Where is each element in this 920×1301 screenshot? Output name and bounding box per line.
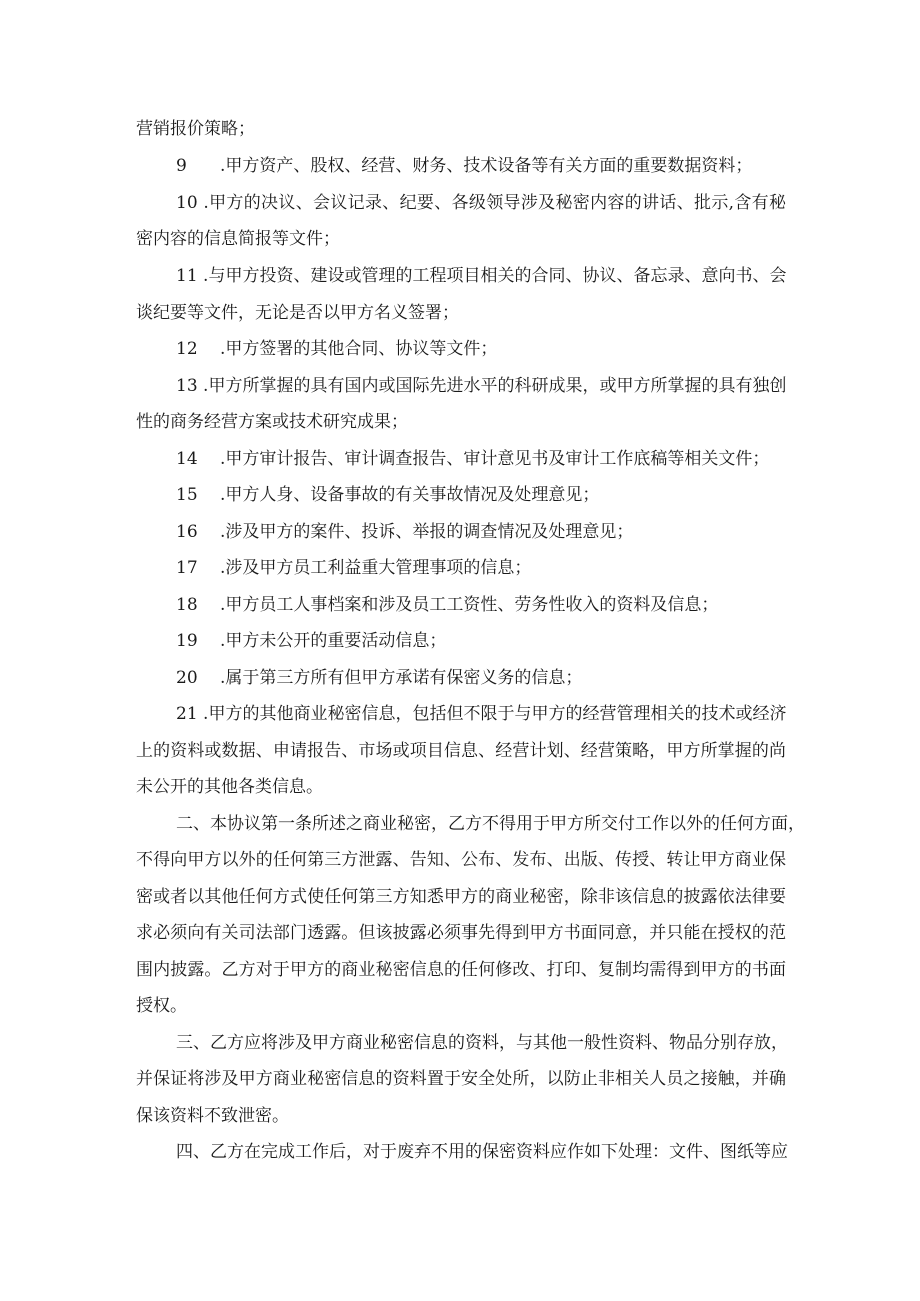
- list-item-16: 16 .涉及甲方的案件、投诉、举报的调查情况及处理意见；: [176, 522, 634, 542]
- text-line: 未公开的其他各类信息。: [136, 777, 323, 797]
- list-item-13: 13 .甲方所掌握的具有国内或国际先进水平的科研成果，或甲方所掌握的具有独创: [176, 376, 787, 396]
- list-item-10: 10 .甲方的决议、会议记录、纪要、各级领导涉及秘密内容的讲话、批示,含有秘: [176, 193, 787, 213]
- text-line: 性的商务经营方案或技术研究成果；: [136, 412, 408, 432]
- paragraph-3-line: 三、乙方应将涉及甲方商业秘密信息的资料，与其他一般性资料、物品分别存放，: [176, 1033, 788, 1053]
- item-number: 18: [176, 595, 198, 615]
- item-number: 9: [176, 156, 187, 176]
- item-number: 11: [176, 266, 198, 286]
- text-line: 密内容的信息简报等文件；: [136, 229, 340, 249]
- item-number: 13: [176, 376, 198, 396]
- item-number: 19: [176, 631, 198, 651]
- list-item-20: 20 .属于第三方所有但甲方承诺有保密义务的信息；: [176, 668, 583, 688]
- text-line: 谈纪要等文件，无论是否以甲方名义签署；: [136, 303, 459, 323]
- list-item-11: 11 .与甲方投资、建设或管理的工程项目相关的合同、协议、备忘录、意向书、会: [176, 266, 787, 286]
- item-number: 15: [176, 485, 198, 505]
- list-item-14: 14 .甲方审计报告、审计调查报告、审计意见书及审计工作底稿等相关文件；: [176, 449, 770, 469]
- list-item-15: 15 .甲方人身、设备事故的有关事故情况及处理意见；: [176, 485, 600, 505]
- item-number: 21: [176, 704, 198, 724]
- item-number: 20: [176, 668, 198, 688]
- text-line: 营销报价策略；: [136, 119, 255, 139]
- list-item-12: 12 .甲方签署的其他合同、协议等文件；: [176, 339, 498, 359]
- text-line: 上的资料或数据、申请报告、市场或项目信息、经营计划、经营策略，甲方所掌握的尚: [136, 741, 786, 761]
- item-number: 16: [176, 522, 198, 542]
- text-line: 围内披露。乙方对于甲方的商业秘密信息的任何修改、打印、复制均需得到甲方的书面: [136, 960, 786, 980]
- list-item-9: 9 .甲方资产、股权、经营、财务、技术设备等有关方面的重要数据资料；: [176, 156, 753, 176]
- list-item-19: 19 .甲方未公开的重要活动信息；: [176, 631, 447, 651]
- item-number: 17: [176, 558, 198, 578]
- text-line: 并保证将涉及甲方商业秘密信息的资料置于安全处所，以防止非相关人员之接触，并确: [136, 1069, 786, 1089]
- item-number: 10: [176, 193, 198, 213]
- text-line: 密或者以其他任何方式使任何第三方知悉甲方的商业秘密，除非该信息的披露依法律要: [136, 887, 786, 907]
- text-line: 求必须向有关司法部门透露。但该披露必须事先得到甲方书面同意，并只能在授权的范: [136, 923, 786, 943]
- paragraph-4-line: 四、乙方在完成工作后，对于废弃不用的保密资料应作如下处理：文件、图纸等应: [176, 1142, 788, 1162]
- text-line: 授权。: [136, 996, 187, 1016]
- text-line: 保该资料不致泄密。: [136, 1106, 289, 1126]
- text-line: 不得向甲方以外的任何第三方泄露、告知、公布、发布、出版、传授、转让甲方商业保: [136, 850, 786, 870]
- item-number: 14: [176, 449, 198, 469]
- paragraph-2-line: 二、本协议第一条所述之商业秘密，乙方不得用于甲方所交付工作以外的任何方面，: [176, 814, 805, 834]
- list-item-21: 21 .甲方的其他商业秘密信息，包括但不限于与甲方的经营管理相关的技术或经济: [176, 704, 787, 724]
- list-item-18: 18 .甲方员工人事档案和涉及员工工资性、劳务性收入的资料及信息；: [176, 595, 719, 615]
- item-number: 12: [176, 339, 198, 359]
- list-item-17: 17 .涉及甲方员工利益重大管理事项的信息；: [176, 558, 532, 578]
